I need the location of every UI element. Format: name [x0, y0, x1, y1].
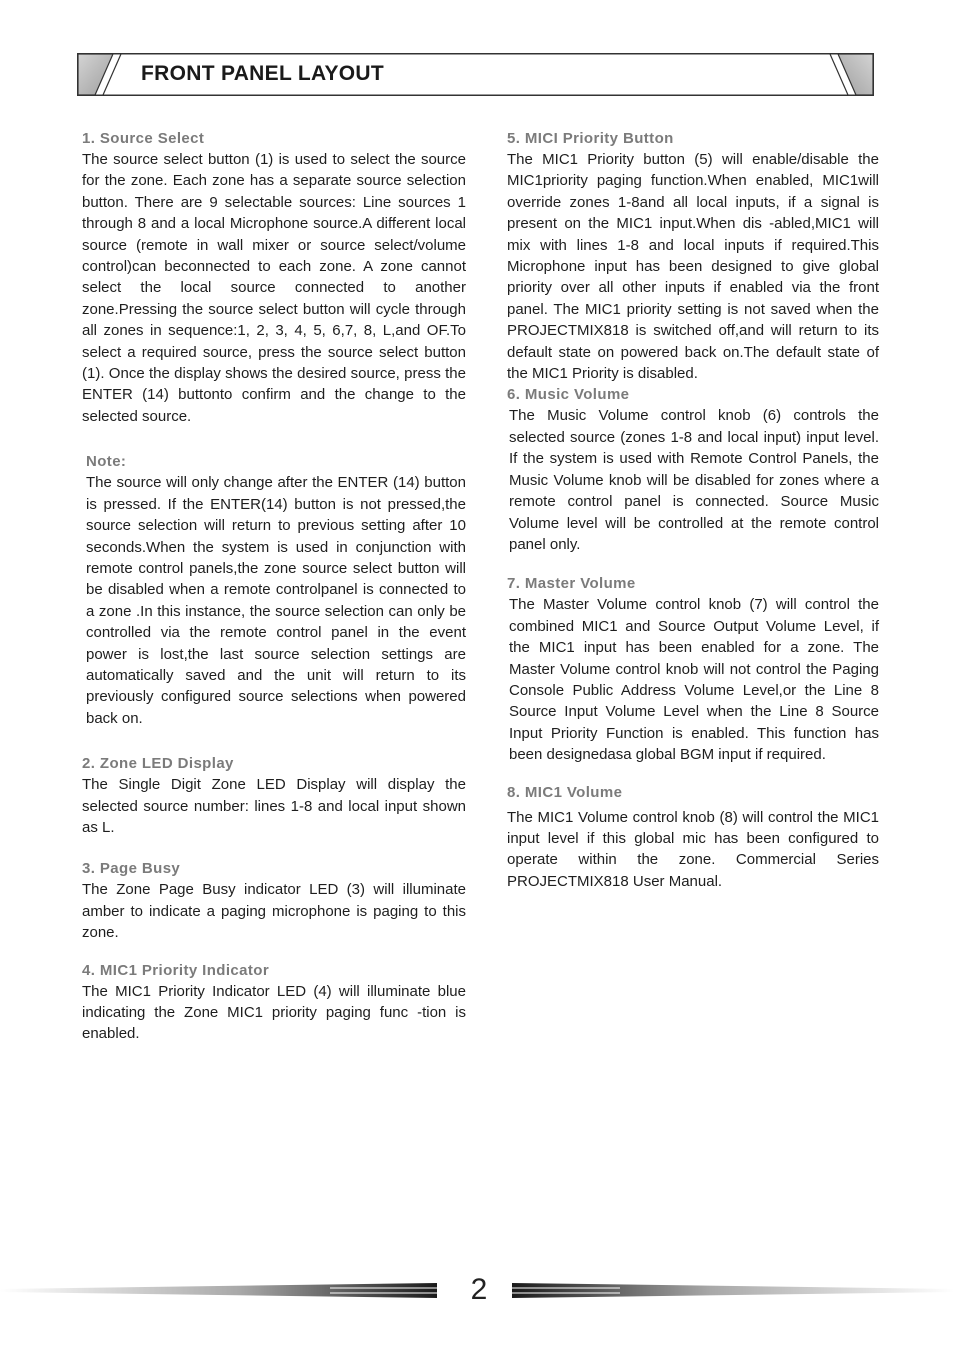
section-note	[82, 451, 466, 729]
section-body: The Zone Page Busy indicator LED (3) will illuminate amber to indicate a paging microphone is paging to this zone.	[82, 881, 466, 942]
section-body: The MIC1 Volume control knob (8) will control the MIC1 input level if this global mic has been configured to operate within the zone. Commercial Series PROJECTMIX818 User Manual.	[507, 808, 879, 890]
section-zone-led-display	[82, 753, 466, 838]
section-body: The Master Volume control knob (7) will control the combined MIC1 and Source Output Volume Level, if the MIC1 input has been enabled for a zone. The Master Volume control knob will not control the Paging Console Public Address Volume Level,or the Line 8 Source Input Volume Level when the Line 8 Source Input Priority Function is enabled. This function has been designedasa global BGM input if required.	[509, 596, 879, 764]
section-body: The Music Volume control knob (6) controls the selected source (zones 1-8 and local input) input level. If the system is used with Remote Control Panels, the Music Volume knob will be disabled for zones where a remote control panel is connected. Source Music Volume level will be controlled at the remote control panel only.	[509, 407, 879, 553]
section-body: The Single Digit Zone LED Display will display the selected source number: lines 1-8 and local input shown as L.	[82, 776, 466, 836]
header-banner	[77, 53, 874, 96]
section-music-volume	[507, 384, 879, 555]
section-source-select	[82, 128, 466, 427]
page-footer	[0, 1270, 954, 1314]
section-heading: 7. Master Volume	[507, 575, 636, 593]
section-heading: 6. Music Volume	[507, 386, 630, 404]
section-mic1-priority-indicator	[82, 960, 466, 1045]
section-mic1-volume	[507, 782, 879, 893]
section-page-busy	[82, 858, 466, 943]
section-mic1-priority-button	[507, 128, 879, 384]
page-number: 2	[470, 1273, 488, 1306]
section-heading: 5. MICI Priority Button	[507, 130, 674, 147]
section-heading: 3. Page Busy	[82, 860, 181, 878]
right-column	[507, 128, 879, 892]
note-heading: Note:	[86, 453, 127, 471]
section-body: The MIC1 Priority Indicator LED (4) will illuminate blue indicating the Zone MIC1 priority paging func -tion is enabled.	[82, 982, 466, 1043]
section-heading: 2. Zone LED Display	[82, 755, 234, 773]
section-master-volume	[507, 573, 879, 765]
page-title: FRONT PANEL LAYOUT	[141, 62, 385, 85]
section-body: The MIC1 Priority button (5) will enable/disable the MIC1priority paging function.When enabled, MIC1will override zones 1-8and all local inputs, if a signal is present on the MIC1 input.When dis -abled,MIC1 will mix with lines 1-8 and local inputs if required.This Microphone input has been designed to give global priority over all other inputs if enabled via the front panel. The MIC1 priority setting is not saved when the PROJECTMIX818 is switched off,and will return to its default state on powered back on.The default state of the MIC1 Priority is disabled.	[507, 151, 879, 383]
section-body: The source select button (1) is used to select the source for the zone. Each zone has a separate source selection button. There are 9 selectable sources: Line sources 1 through 8 and a local Microphone source.A different local source (remote in wall mixer or source select/volume control)can beconnected to each zone. A zone cannot select the local source connected to another zone.Pressing the source select button will cycle through all zones in sequence:1, 2, 3, 4, 5, 6,7, 8, L,and OF.To select a required source, press the source select button (1). Once the display shows the desired source, press the ENTER (14) buttonto confirm and the change to the selected source.	[82, 151, 466, 425]
section-heading: 8. MIC1 Volume	[507, 783, 623, 801]
section-heading: 4. MIC1 Priority Indicator	[82, 961, 270, 979]
left-column	[82, 128, 466, 1045]
note-body: The source will only change after the ENTER (14) button is pressed. If the ENTER(14) button is not pressed,the source selection will return to previous setting after 10 seconds.When the system is used in conjunction with remote control panels,the zone source select button will be disabled when a remote controlpanel is connected to a zone .In this instance, the source selection can only be controlled via the remote control panel in the event power is lost,the last source selection settings are automatically saved and the unit will return to its previously configured source selections when powered back on.	[86, 474, 466, 727]
section-heading: 1. Source Select	[82, 130, 205, 147]
